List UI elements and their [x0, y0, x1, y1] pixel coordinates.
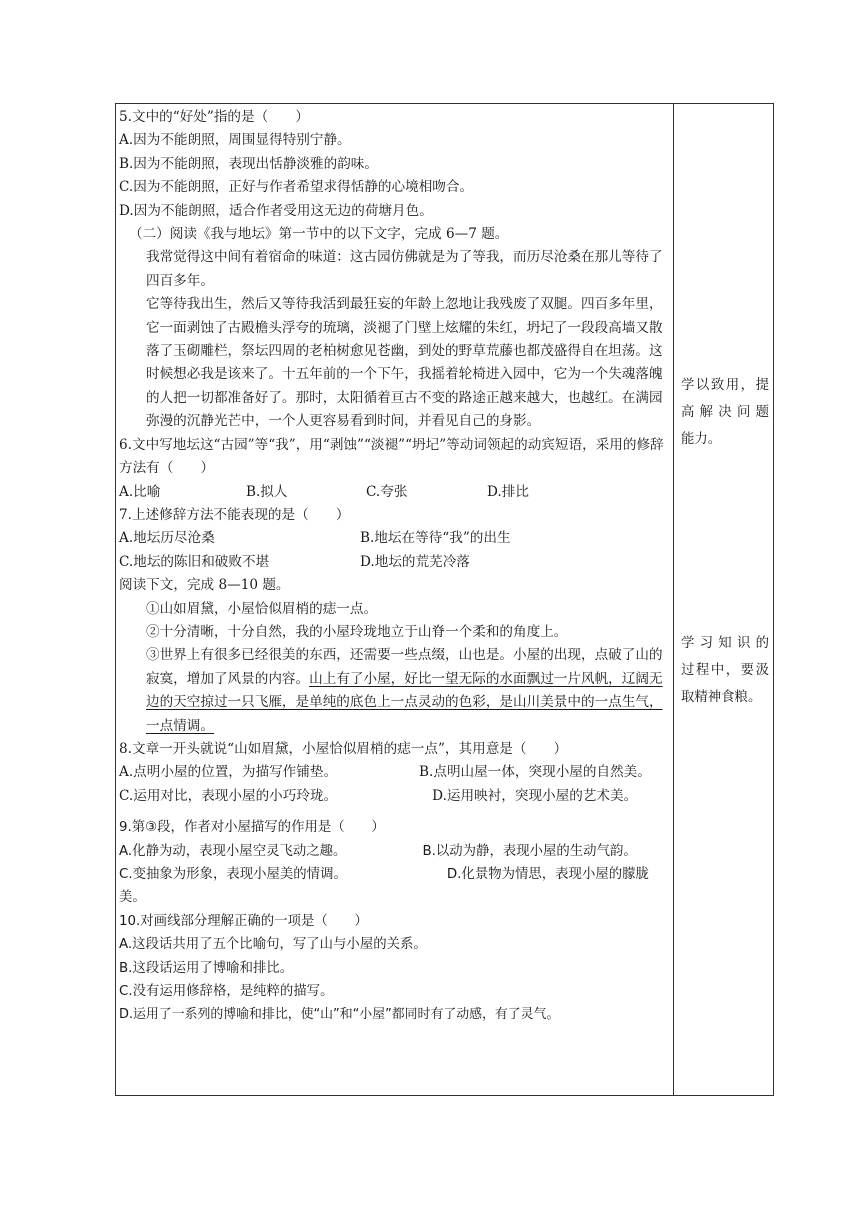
- q8-option-c: C.运用对比，表现小屋的小巧玲珑。: [119, 787, 338, 804]
- q5-option-b: B.因为不能朗照，表现出恬静淡雅的韵味。: [119, 155, 378, 172]
- q7-option-c: C.地坛的陈旧和破败不堪: [119, 553, 270, 570]
- q7-options-row2: [119, 551, 671, 574]
- q5-stem: 5.文中的“好处”指的是（ ）: [119, 109, 309, 125]
- q5-option-a: A.因为不能朗照，周围显得特别宁静。: [119, 132, 351, 149]
- q6-option-b: B.拟人: [246, 483, 288, 500]
- q10-option-c: C.没有运用修辞格，是纯粹的描写。: [119, 984, 334, 1000]
- q9-options-cd: [119, 863, 671, 910]
- q9-option-a: A.化静为动，表现小屋空灵飞动之趣。: [119, 843, 347, 859]
- side-note-apply-line3: 能力。: [681, 432, 722, 447]
- q10-stem: 10.对画线部分理解正确的一项是（ ）: [119, 913, 368, 929]
- q8-stem: 8.文章一开头就说“山如眉黛，小屋恰似眉梢的痣一点”，其用意是（ ）: [119, 740, 568, 757]
- reading3-intro: 阅读下文，完成 8—10 题。: [119, 577, 290, 594]
- side-note-learn-line2: 过程中，要汲: [681, 663, 769, 678]
- q9-option-c: C.变抽象为形象，表现小屋美的情调。: [119, 867, 347, 882]
- reading3-p3: [119, 644, 671, 738]
- q8-option-d: D.运用映衬，突现小屋的艺术美。: [432, 787, 638, 804]
- reading2-para1: 我常觉得这中间有着宿命的味道：这古园仿佛就是为了等我，而历尽沧桑在那儿等待了四百多年。: [146, 249, 663, 289]
- q7-option-a: A.地坛历尽沧桑: [119, 530, 215, 547]
- reading3-p3-underlined: 山上有了小屋，好比一望无际的水面飘过一片风帆，辽阔无边的天空掠过一只飞雁，是单纯的底色上一点灵动的色彩，是山川美景中的一点生气，一点情调。: [146, 670, 663, 734]
- side-note-learn-line1: 学习知识的: [681, 636, 769, 651]
- q6-stem: 6.文中写地坛这“古园”等“我”，用“剥蚀”“淡褪”“坍圮”等动词领起的动宾短语，采用的修辞方法有（ ）: [119, 436, 664, 477]
- reading2-para2: 它等待我出生，然后又等待我活到最狂妄的年龄上忽地让我残废了双腿。四百多年里，它一面剥蚀了古殿檐头浮夸的琉璃，淡褪了门壁上炫耀的朱红，坍圮了一段段高墙又散落了玉砌雕栏，祭坛四周的老柏树愈见苍幽，到处的野草荒藤也都茂盛得自在坦荡。这时候想必我是该来了。十五年前的一个下午，我摇着轮椅进入园中，它为一个失魂落魄的人把一切都准备好了。那时，太阳循着亘古不变的路途正越来越大，也越红。在满园弥漫的沉静光芒中，一个人更容易看到时间，并看见自己的身影。: [146, 296, 663, 430]
- q10-option-a: A.这段话共用了五个比喻句，写了山与小屋的关系。: [119, 937, 427, 953]
- q10-option-d: D.运用了一系列的博喻和排比，使“山”和“小屋”都同时有了动感，有了灵气。: [119, 1007, 560, 1023]
- side-note-apply: [681, 372, 769, 453]
- q9-options-ab: [119, 840, 671, 863]
- reading3-p2: ②十分清晰，十分自然，我的小屋玲珑地立于山脊一个柔和的角度上。: [146, 623, 568, 640]
- q6-option-a: A.比喻: [119, 483, 161, 500]
- q8-option-b: B.点明山屋一体，突现小屋的自然美。: [419, 764, 651, 781]
- q8-options-cd: [119, 785, 671, 808]
- worksheet-table: [115, 103, 774, 1096]
- reading3-p1: ①山如眉黛，小屋恰似眉梢的痣一点。: [146, 600, 378, 617]
- column-divider: [673, 104, 674, 1095]
- q7-options-row1: [119, 527, 671, 550]
- q6-option-d: D.排比: [487, 483, 529, 500]
- side-note-learn: [681, 630, 769, 711]
- q7-option-b: B.地坛在等待“我”的出生: [360, 530, 511, 547]
- q9-option-b: B.以动为静，表现小屋的生动气韵。: [422, 843, 637, 859]
- q8-options-ab: [119, 761, 671, 784]
- q9-stem: 9.第③段，作者对小屋描写的作用是（ ）: [119, 820, 385, 836]
- reading2-intro: （二）阅读《我与地坛》第一节中的以下文字，完成 6—7 题。: [129, 226, 509, 243]
- q5-option-d: D.因为不能朗照，适合作者受用这无边的荷塘月色。: [119, 202, 433, 219]
- q10-option-b: B.这段话运用了博喻和排比。: [119, 960, 294, 976]
- side-note-apply-line1: 学以致用，提: [681, 378, 769, 393]
- q5-option-c: C.因为不能朗照，正好与作者希望求得恬静的心境相吻合。: [119, 179, 474, 196]
- q7-option-d: D.地坛的荒芜冷落: [360, 553, 470, 570]
- scanned-questions: [119, 816, 671, 1027]
- q6-options: [119, 481, 671, 504]
- reading3-p3-plain: ③世界上有很多已经很美的东西，还需要一些点缀，山也是。小屋的出现，点破了山的寂寞，增加了风景的内容。: [146, 647, 663, 687]
- side-note-apply-line2: 高解决问题: [681, 405, 769, 420]
- q9-option-d: D.化景物为情思，表现小屋的朦胧美。: [119, 867, 649, 906]
- exercise-column: [119, 106, 671, 1027]
- q7-stem: 7.上述修辞方法不能表现的是（ ）: [119, 506, 350, 523]
- q6-option-c: C.夸张: [366, 483, 408, 500]
- q8-option-a: A.点明小屋的位置，为描写作铺垫。: [119, 764, 338, 781]
- side-note-learn-line3: 取精神食粮。: [681, 690, 762, 705]
